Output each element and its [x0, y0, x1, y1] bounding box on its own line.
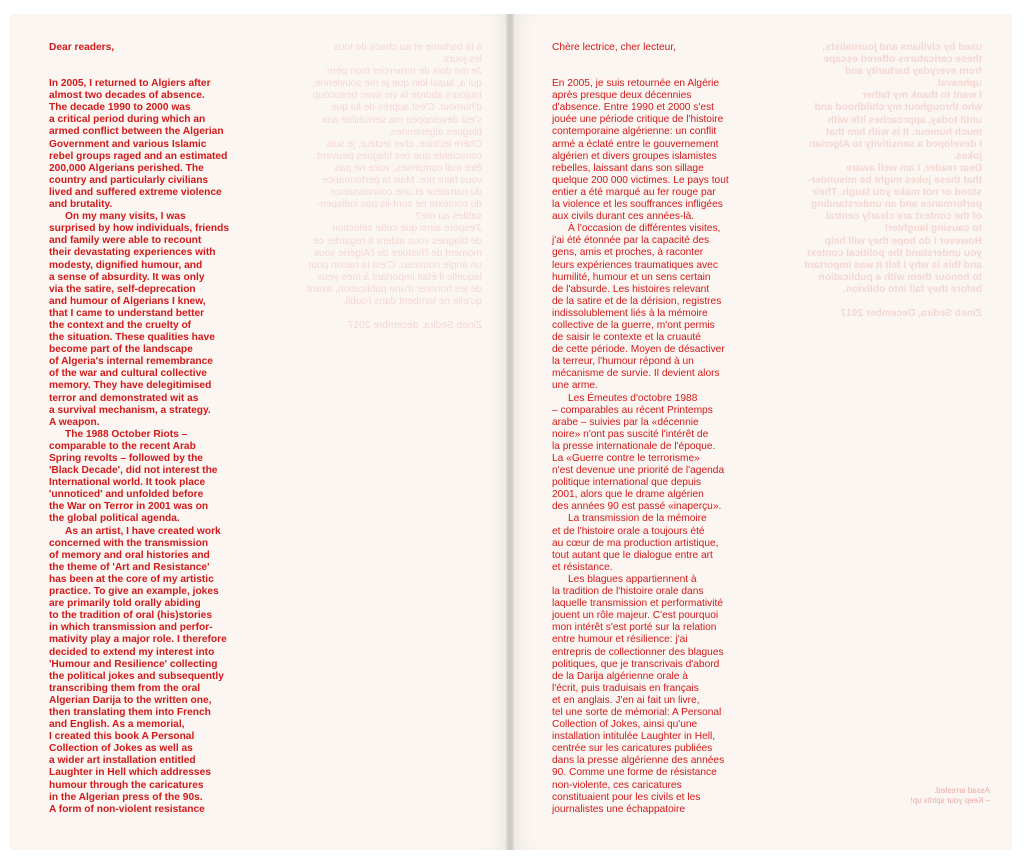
paragraph: The 1988 October Riots – comparable to the recent Arab Spring revolts – followed by the 'Black Decade', did not interest the International world. It took place 'unnoticed' and unfolded before the War on Terror in 2001 was on the global political agenda. [49, 428, 218, 525]
salutation: Chère lectrice, cher lecteur, [552, 42, 677, 53]
left-page [10, 14, 510, 850]
show-through-text: used by civilians and journalists, these caricatures offered escape from everyday barbarity and upheaval. I want to thank my father who throughout my childhood and until today, approaches life with much humour. It is with him that I developed a sensitivity to Algerian jokes. Dear reader, I am well aware that these jokes might be misunder- stood or not make you laugh. Their performance and an understanding of the context are clearly central to causing laughter! However I do hope they will help you understand the political context and this is why I felt it was important to honour them with a publication before they fall into oblivion. Zineb Sedira, December 2017 [804, 42, 982, 320]
show-through-text: à la barbarie et au chaos de tous les jours. Je me dois de remercier mon père qui a, aussi loin que je me souvienne, toujours abordé la vie avec beaucoup d'humour. C'est auprès de lui que s'est développée ma sensibilité aux blagues algériennes. Chère lectrice, cher lecteur, je suis consciente que ces blagues peuvent être mal comprises, voire ne pas vous faire rire. Mais la performance du narrateur et une connaissance du contexte ne sont-ils pas indispen- sables au rire? J'espère ainsi que cette sélection de blagues vous aidera à regarder ce moment de l'histoire de l'Algérie sous un angle nouveau. C'est la raison pour laquelle il était important à mes yeux de les honorer d'une publication, avant qu'elle ne tombent dans l'oubli. Zineb Sedira, décembre 2017 [307, 42, 482, 332]
show-through-caption: Assad arrested. – Keep your spirits up! [910, 786, 990, 805]
book-spread [10, 14, 1012, 850]
paragraph: En 2005, je suis retournée en Algérie après presque deux décennies d'absence. Entre 1990 et 2000 s'est jouée une période critique de l'histoire contemporaine algérienne: un conflit armé a éclaté entre le gouvernement algérien et divers groupes islamistes rebelles, laissant dans son sillage quelque 200 000 victimes. Le pays tout entier a été marqué au fer rouge par la violence et les souffrances infligées aux civils durant ces années-là. [552, 78, 729, 223]
salutation: Dear readers, [49, 42, 115, 53]
paragraph: Les blagues appartiennent à la tradition de l'histoire orale dans laquelle transmission et performativité jouent un rôle majeur. C'est pourquoi mon intérêt s'est porté sur la relation entre humour et résilience: j'ai entrepris de collectionner des blagues politiques, que je transcrivais d'abord de la Darija algérienne orale à l'écrit, puis traduisais en français et en anglais. J'en ai fait un livre, tel une sorte de mémorial: A Personal Collection of Jokes, ainsi qu'une installation intitulée Laughter in Hell, centrée sur les caricatures publiées dans la presse algérienne des années 90. Comme une forme de résistance non-violente, ces caricatures constituaient pour les civils et les journalistes une échappatoire [552, 573, 725, 815]
english-letter [49, 42, 259, 816]
paragraph: In 2005, I returned to Algiers after almost two decades of absence. The decade 1990 to 2000 was a critical period during which an armed conflict between the Algerian Government and various Islamic rebel groups raged and an estimated 200,000 Algerians perished. The country and particularly civilians lived and suffered extreme violence and brutality. [49, 78, 228, 211]
paragraph: À l'occasion de différentes visites, j'ai été étonnée par la capacité des gens, amis et proches, à raconter leurs expériences traumatiques avec humilité, humour et un sens certain de l'absurde. Les histoires relevant de la satire et de la dérision, registres indissolublement liés à la mémoire collective de la guerre, m'ont permis de saisir le contexte et la cruauté de cette période. Moyen de désactiver la terreur, l'humour répond à un mécanisme de survie. Il devient alors une arme. [552, 223, 725, 392]
right-page [510, 14, 1012, 850]
paragraph: La transmission de la mémoire et de l'histoire orale a toujours été au cœur de ma production artistique, tout autant que le dialogue entre art et résistance. [552, 513, 719, 573]
french-letter [552, 42, 762, 816]
paragraph: Les Émeutes d'octobre 1988 – comparables au récent Printemps arabe – suivies par la «décennie noire» n'ont pas suscité l'intérêt de la presse internationale de l'époque. La «Guerre contre le terrorisme» n'est devenue une priorité de l'agenda politique international que depuis 2001, alors que le drame algérien des années 90 est passé «inaperçu». [552, 392, 725, 513]
paragraph: As an artist, I have created work concerned with the transmission of memory and oral histories and the theme of 'Art and Resistance' has been at the core of my artistic practice. To give an example, jokes are primarily told orally abiding to the tradition of oral (his)stories in which transmission and perfor- mativity play a major role. I therefore decided to extend my interest into 'Humour and Resilience' collecting the political jokes and subsequently transcribing them from the oral Algerian Darija to the written one, then translating them into French and English. As a memorial, I created this book A Personal Collection of Jokes as well as a wider art installation entitled Laughter in Hell which addresses humour through the caricatures in the Algerian press of the 90s. A form of non-violent resistance [49, 525, 227, 815]
paragraph: On my many visits, I was surprised by how individuals, friends and family were able to recount their devastating experiences with modesty, dignified humour, and a sense of absurdity. It was only via the satire, self-deprecation and humour of Algerians I knew, that I came to understand better the context and the cruelty of the situation. These qualities have become part of the landscape of Algeria's internal remembrance of the war and cultural collective memory. They have delegitimised terror and demonstrated wit as a survival mechanism, a strategy. A weapon. [49, 211, 230, 428]
book-spine [506, 14, 514, 850]
